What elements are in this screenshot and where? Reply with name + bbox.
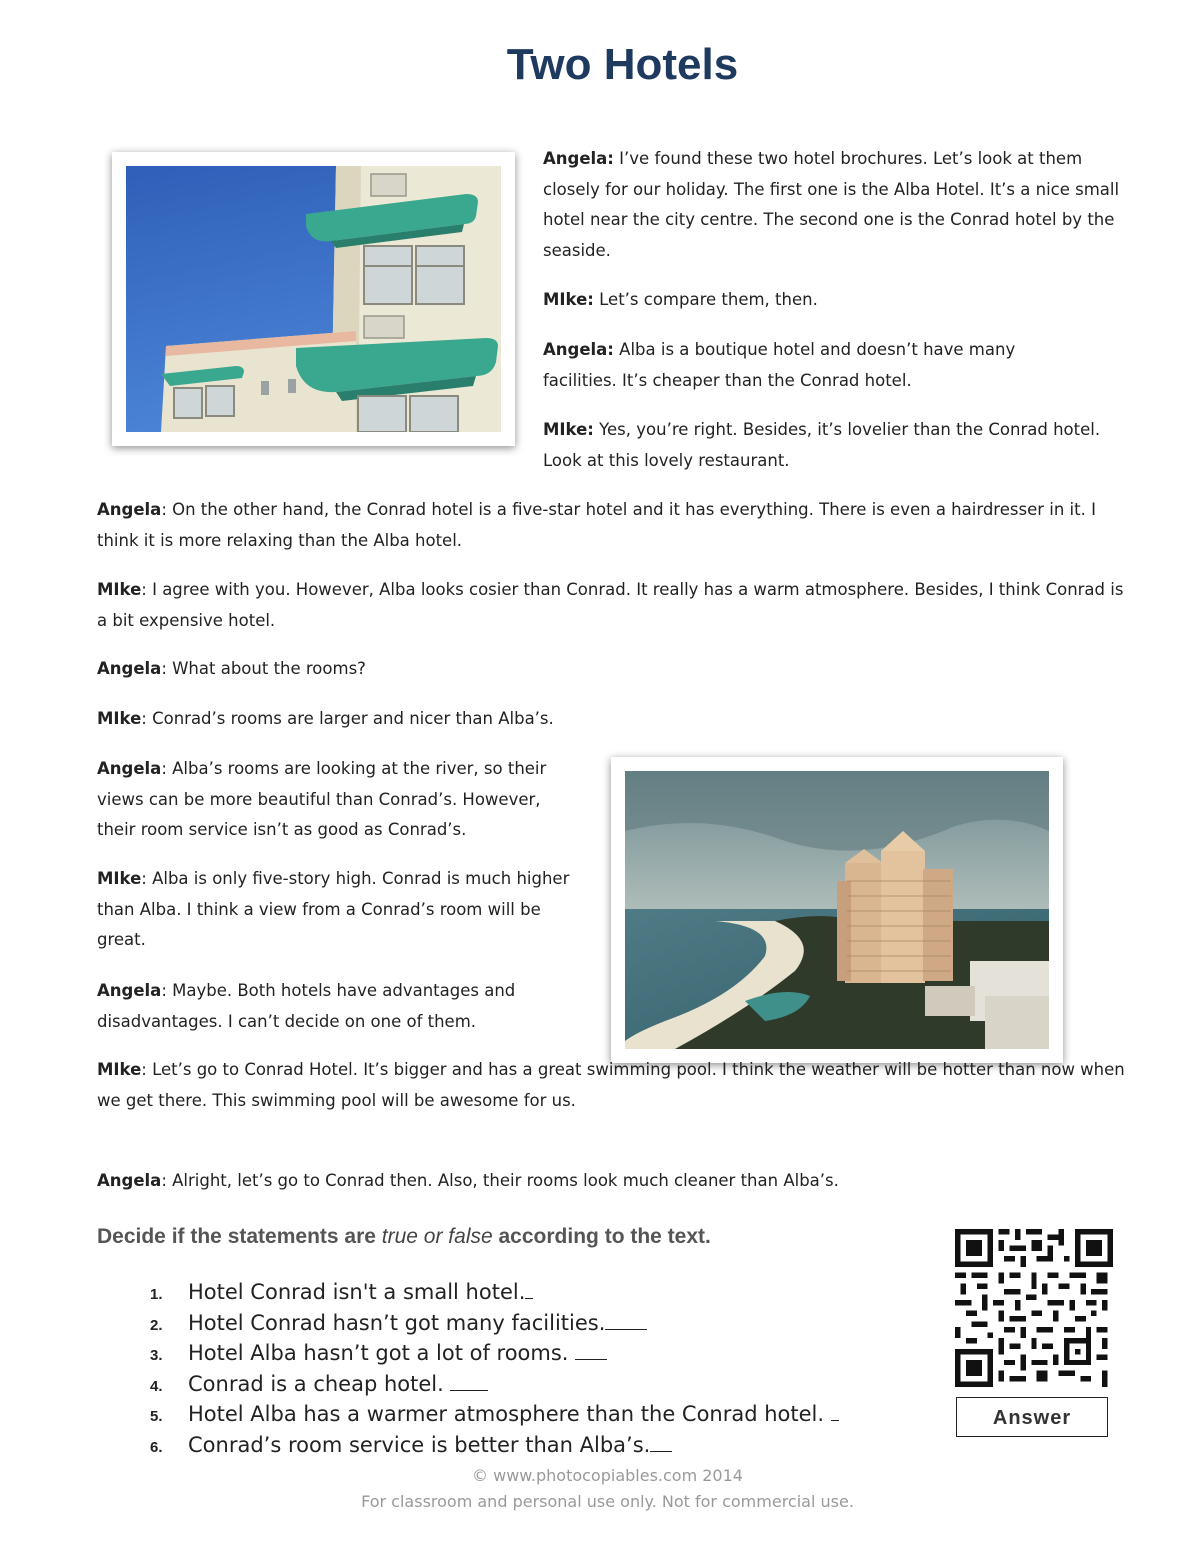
answer-blank[interactable]	[450, 1370, 488, 1391]
answer-button[interactable]: Answer	[956, 1397, 1108, 1437]
dialogue-line: Angela: I’ve found these two hotel brochures. Let’s look at them closely for our holiday. The first one is the Alba Hotel. It’s a nice small hotel near the city centre. The second one is the Conrad hotel by the seaside.	[543, 149, 1120, 260]
quiz-heading: Decide if the statements are true or false according to the text.	[97, 1225, 711, 1248]
answer-blank[interactable]	[650, 1431, 672, 1452]
quiz-item: 2. Hotel Conrad hasn’t got many facilities.	[150, 1309, 839, 1340]
answer-blank[interactable]	[605, 1309, 647, 1330]
answer-blank[interactable]	[525, 1278, 533, 1299]
dialogue-line: Angela: Alright, let’s go to Conrad then. Also, their rooms look much cleaner than Alba’s.	[97, 1171, 839, 1190]
quiz-item: 6. Conrad’s room service is better than Alba’s.	[150, 1431, 839, 1462]
hotel-conrad-photo	[611, 757, 1063, 1063]
quiz-list	[150, 1278, 839, 1461]
dialogue-line: MIke: I agree with you. However, Alba looks cosier than Conrad. It really has a warm atmosphere. Besides, I think Conrad is a bit expensive hotel.	[97, 580, 1124, 630]
dialogue-line: Angela: Maybe. Both hotels have advantages and disadvantages. I can’t decide on one of them.	[97, 981, 516, 1031]
dialogue-line: MIke: Yes, you’re right. Besides, it’s lovelier than the Conrad hotel. Look at this lovely restaurant.	[543, 420, 1101, 470]
dialogue-line: Angela: Alba’s rooms are looking at the river, so their views can be more beautiful than Conrad’s. However, their room service isn’t as good as Conrad’s.	[97, 759, 547, 839]
dialogue-line: Angela: On the other hand, the Conrad hotel is a five-star hotel and it has everything. There is even a hairdresser in it. I think it is more relaxing than the Alba hotel.	[97, 500, 1096, 550]
quiz-item: 3. Hotel Alba hasn’t got a lot of rooms.	[150, 1339, 839, 1370]
quiz-item: 1. Hotel Conrad isn't a small hotel.	[150, 1278, 839, 1309]
dialogue-line: MIke: Let’s go to Conrad Hotel. It’s bigger and has a great swimming pool. I think the weather will be hotter than now when we get there. This swimming pool will be awesome for us.	[97, 1060, 1125, 1110]
qr-code-icon[interactable]	[955, 1229, 1113, 1387]
dialogue-line: Angela: Alba is a boutique hotel and doesn’t have many facilities. It’s cheaper than the Conrad hotel.	[543, 340, 1016, 390]
hotel-alba-photo	[112, 152, 515, 446]
seaside-resort-image	[625, 771, 1049, 1049]
dialogue-line: MIke: Alba is only five-story high. Conrad is much higher than Alba. I think a view from a Conrad’s room will be great.	[97, 869, 570, 949]
footer-usage-note: For classroom and personal use only. Not for commercial use.	[361, 1492, 854, 1511]
art-deco-building-image	[126, 166, 501, 432]
dialogue-line: Angela: What about the rooms?	[97, 659, 366, 678]
page-title: Two Hotels	[506, 40, 739, 89]
answer-blank[interactable]	[831, 1400, 839, 1421]
quiz-item: 5. Hotel Alba has a warmer atmosphere than the Conrad hotel.	[150, 1400, 839, 1431]
dialogue-line: MIke: Conrad’s rooms are larger and nicer than Alba’s.	[97, 709, 554, 728]
dialogue-line: MIke: Let’s compare them, then.	[543, 290, 818, 309]
quiz-item: 4. Conrad is a cheap hotel.	[150, 1370, 839, 1401]
footer-copyright: © www.photocopiables.com 2014	[472, 1466, 743, 1485]
answer-blank[interactable]	[575, 1339, 607, 1360]
